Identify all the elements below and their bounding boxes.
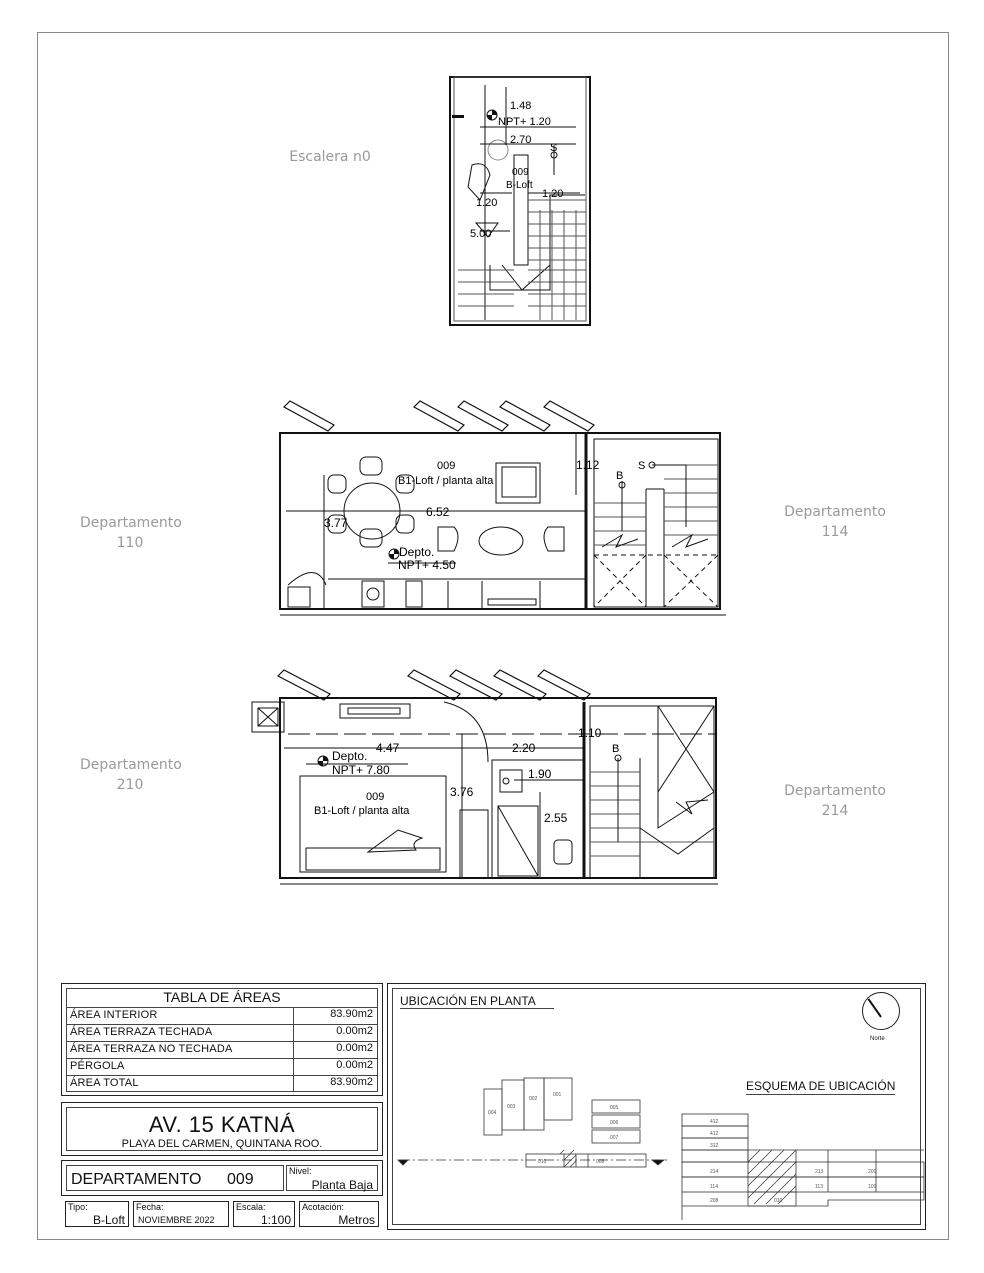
block-label: 002 [529, 1096, 538, 1102]
dim-1-90: 1.90 [528, 767, 552, 781]
tower-label: 109 [868, 1184, 877, 1190]
block-label: 010 [538, 1159, 547, 1165]
north-label: Norte [870, 1036, 885, 1042]
depto-label-mid: Depto. [399, 545, 435, 559]
dim-2-20: 2.20 [512, 741, 536, 755]
dim-3-77: 3.77 [324, 516, 348, 530]
npt-level-top: NPT+ 1.20 [498, 116, 551, 128]
unit-label: DEPARTAMENTO [71, 1171, 202, 1188]
areas-table [61, 983, 383, 1096]
acotacion-label: Acotación: [302, 1202, 345, 1212]
floor-plan-nivel-2 [276, 395, 731, 625]
block-label: 004 [488, 1110, 497, 1116]
project-location: PLAYA DEL CARMEN, QUINTANA ROO. [121, 1138, 323, 1150]
block-label: 007 [610, 1135, 619, 1141]
stair-s-mark-top: S [550, 142, 558, 154]
dim-1-12: 1.12 [576, 458, 600, 472]
areas-row: ÁREA TERRAZA TECHADA 0.00m2 [67, 1024, 377, 1042]
block-label: 001 [553, 1092, 562, 1098]
fecha-label: Fecha: [136, 1202, 164, 1212]
stair-b-mark-mid: B [616, 470, 624, 482]
project-name-block [61, 1102, 383, 1156]
dim-1-20-right: 1.20 [542, 188, 564, 200]
site-plan-sketch [388, 984, 927, 1231]
nivel-label: Nivel: [289, 1166, 312, 1176]
unit-number-top: 009 [512, 167, 529, 178]
npt-level-mid: NPT+ 4.50 [398, 558, 456, 572]
block-label: 003 [507, 1104, 516, 1110]
label-departamento-110: Departamento 110 [80, 515, 182, 551]
escala-value: 1:100 [260, 1213, 291, 1227]
dim-5-00: 5.00 [470, 228, 492, 240]
dim-1-20-left: 1.20 [476, 197, 498, 209]
tower-label: 114 [710, 1184, 718, 1190]
floor-plan-nivel-3 [248, 662, 728, 892]
areas-row: ÁREA TERRAZA NO TECHADA 0.00m2 [67, 1041, 377, 1059]
areas-row: ÁREA TOTAL 83.90m2 [70, 1076, 373, 1089]
nivel-value: Planta Baja [311, 1178, 373, 1192]
unit-number-low: 009 [366, 791, 385, 803]
unit-type-top: B-Loft [506, 180, 533, 191]
location-title: UBICACIÓN EN PLANTA [400, 994, 554, 1009]
dim-1-48: 1.48 [510, 100, 532, 112]
tower-label: 209 [868, 1169, 877, 1175]
unit-type-mid: B1-Loft / planta alta [398, 475, 494, 487]
dim-4-47: 4.47 [376, 741, 400, 755]
unit-number: 009 [227, 1171, 254, 1188]
unit-block [61, 1160, 383, 1196]
tower-label: 412 [710, 1119, 719, 1125]
acotacion-value: Metros [338, 1213, 375, 1227]
tower-label: 214 [710, 1169, 719, 1175]
tower-label: 412 [710, 1131, 719, 1137]
tower-label: 312 [710, 1143, 719, 1149]
unit-number-mid: 009 [437, 460, 456, 472]
label-departamento-214: Departamento 214 [784, 783, 886, 819]
block-label: 008 [596, 1159, 605, 1165]
tower-label: 010 [774, 1198, 783, 1204]
tower-label: 113 [815, 1184, 823, 1190]
location-panel [387, 983, 926, 1230]
tower-label: 208 [710, 1198, 719, 1204]
areas-row: PÉRGOLA 0.00m2 [67, 1058, 377, 1076]
escala-label: Escala: [236, 1202, 266, 1212]
unit-type-low: B1-Loft / planta alta [314, 805, 410, 817]
block-label: 005 [610, 1105, 619, 1111]
label-escalera: Escalera n0 [289, 149, 371, 165]
label-departamento-114: Departamento 114 [784, 504, 886, 540]
areas-row: ÁREA INTERIOR 83.90m2 [67, 1007, 377, 1025]
stair-s-mark-mid: S [638, 460, 646, 472]
tipo-label: Tipo: [68, 1202, 88, 1212]
fecha-value: NOVIEMBRE 2022 [138, 1215, 215, 1225]
project-name: AV. 15 KATNÁ [148, 1112, 296, 1137]
dim-6-52: 6.52 [426, 505, 450, 519]
dim-3-76: 3.76 [450, 785, 474, 799]
depto-label-low: Depto. [332, 749, 368, 763]
npt-level-low: NPT+ 7.80 [332, 763, 390, 777]
tower-label: 213 [815, 1169, 824, 1175]
areas-table-title: TABLA DE ÁREAS [67, 989, 377, 1008]
dim-1-10: 1.10 [578, 726, 602, 740]
meta-block [61, 1199, 383, 1230]
block-label: 006 [610, 1120, 619, 1126]
label-departamento-210: Departamento 210 [80, 757, 182, 793]
tipo-value: B-Loft [92, 1213, 125, 1227]
floor-plan-escalera [440, 75, 600, 330]
dim-2-55: 2.55 [544, 811, 568, 825]
stair-b-mark-low: B [612, 743, 620, 755]
esquema-title: ESQUEMA DE UBICACIÓN [746, 1079, 896, 1093]
dim-2-70: 2.70 [510, 134, 532, 146]
